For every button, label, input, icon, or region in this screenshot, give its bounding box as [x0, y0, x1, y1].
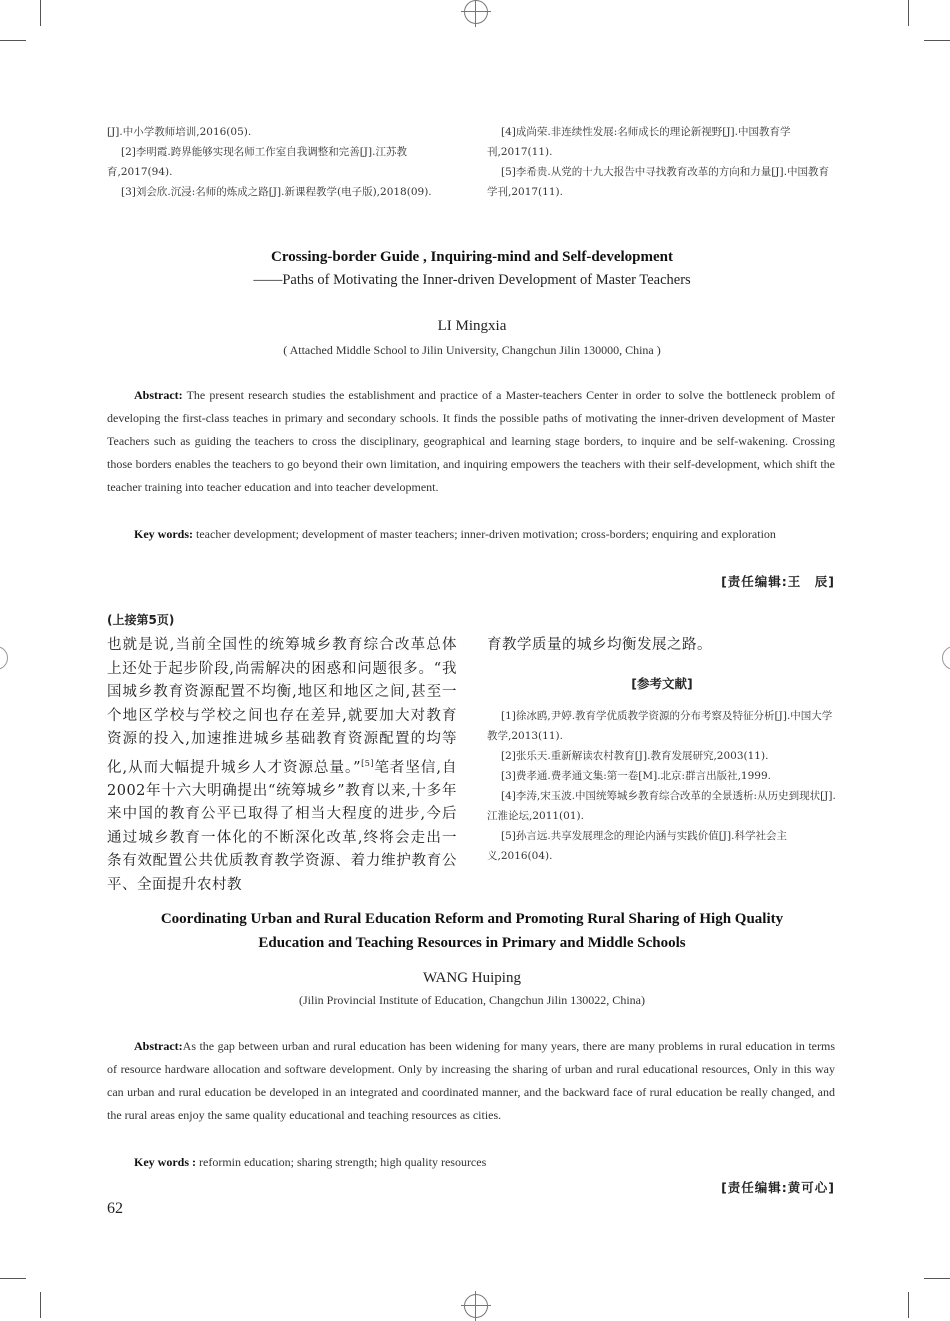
article1-abstract: [107, 384, 835, 499]
registration-mark-top: [464, 0, 488, 24]
reference-text: [1]徐冰鸥,尹婷.教育学优质教学资源的分布考察及特征分析[J].中国大学教学,2013(11).: [487, 710, 833, 742]
article1-author: LI Mingxia: [437, 318, 507, 334]
abstract-label: Abstract:: [134, 388, 183, 402]
crop-mark: [908, 1292, 909, 1318]
reference-item: [107, 182, 457, 202]
top-references-right: [487, 122, 837, 202]
references-heading: [参考文献]: [631, 676, 693, 691]
keywords-label: Key words :: [134, 1155, 196, 1169]
continuation-body-right: 育教学质量的城乡均衡发展之路。: [487, 637, 712, 653]
registration-mark-bottom: [464, 1294, 488, 1318]
keywords-label: Key words:: [134, 527, 193, 541]
abstract-label: Abstract:: [134, 1039, 183, 1053]
article2-author: WANG Huiping: [423, 970, 521, 986]
crop-mark: [0, 1278, 26, 1279]
reference-text: [2]李明霞.跨界能够实现名师工作室自我调整和完善[J].江苏教育,2017(94).: [107, 146, 407, 178]
top-references-left: [107, 122, 457, 202]
article2-title-line1: Coordinating Urban and Rural Education Reform and Promoting Rural Sharing of High Quality: [160, 911, 784, 927]
keywords-text: teacher development; development of master teachers; inner-driven motivation; cross-borders; enquiring and exploration: [196, 527, 776, 541]
reference-text: [2]张乐天.重新解读农村教育[J].教育发展研究,2003(11).: [501, 750, 769, 762]
reference-item: [487, 746, 837, 766]
article2-abstract: [107, 1035, 835, 1127]
body-text: 也就是说,当前全国性的统筹城乡教育综合改革总体上还处于起步阶段,尚需解决的困惑和问题很多。“我国城乡教育资源配置不均衡,地区和地区之间,甚至一个地区学校与学校之间也存在差异,就要加大对教育资源的投入,加速推进城乡基础教育资源配置的均等化,从而大幅提升城乡人才资源总量。”: [107, 637, 457, 776]
reference-item: [487, 706, 837, 746]
reference-item: [107, 142, 457, 182]
reference-text: [4]李涛,宋玉波.中国统筹城乡教育综合改革的全景透析:从历史到现状[J].江淮论坛,2011(01).: [487, 790, 836, 822]
body-text: 笔者坚信,自2002年十六大明确提出“统筹城乡”教育以来,十多年来中国的教育公平已取得了相当大程度的进步,今后通过城乡教育一体化的不断深化改革,终将会走出一条有效配置公共优质教育教学资源、着力维护教育公平、全面提升农村教: [107, 759, 458, 893]
reference-text: [5]孙言远.共享发展理念的理论内涵与实践价值[J].科学社会主义,2016(04).: [487, 830, 787, 862]
article1-affiliation: ( Attached Middle School to Jilin University, Changchun Jilin 130000, China ): [283, 343, 661, 357]
article1-editor: [责任编辑:王 辰]: [721, 574, 835, 589]
crop-mark: [924, 40, 950, 41]
article1-keywords: [107, 523, 835, 546]
reference-item: [487, 162, 837, 202]
continuation-body-left: [107, 634, 457, 897]
crop-mark: [40, 1292, 41, 1318]
article2-editor: [责任编辑:黄可心]: [721, 1180, 835, 1195]
article2-keywords: [107, 1151, 835, 1174]
continuation-label: (上接第5页): [107, 613, 175, 627]
reference-item: [J].中小学教师培训,2016(05).: [107, 126, 252, 138]
article1-subtitle: ——Paths of Motivating the Inner-driven Development of Master Teachers: [253, 272, 691, 288]
abstract-text: As the gap between urban and rural education has been widening for many years, there are many problems in rural education in terms of resource hardware allocation and software development. Only by increasing the sharing of urban and rural educational resources, Only in this way can urban and rural education be developed in an integrated and coordinated manner, and the backward face of rural education be really changed, and the rural areas enjoy the same quality educational and teaching resources as cities.: [107, 1039, 835, 1122]
article2-affiliation: (Jilin Provincial Institute of Education, Changchun Jilin 130022, China): [299, 993, 645, 1007]
abstract-text: The present research studies the establishment and practice of a Master-teachers Center in order to solve the bottleneck problem of developing the first-class teaches in primary and secondary schools. It finds the possible paths of motivating the inner-driven development of Master Teachers such as guiding the teachers to cross the disciplinary, geographical and learning stage borders, to inquire and be self-wakening. Crossing those borders enables the teachers to go beyond their own limitation, and inquiring empowers the teachers with their self-development, which shift the teacher training into teacher education and into teacher development.: [107, 388, 835, 494]
page-number: 62: [107, 1200, 123, 1217]
reference-text: [3]费孝通.费孝通文集:第一卷[M].北京:群言出版社,1999.: [501, 770, 771, 782]
reference-text: [3]刘会欣.沉浸:名师的炼成之路[J].新课程教学(电子版),2018(09).: [121, 186, 432, 198]
reference-text: [4]成尚荣.非连续性发展:名师成长的理论新视野[J].中国教育学刊,2017(11).: [487, 126, 791, 158]
crop-mark: [908, 0, 909, 26]
references-list: [487, 706, 837, 866]
crop-mark: [0, 40, 26, 41]
keywords-text: reformin education; sharing strength; high quality resources: [199, 1155, 487, 1169]
reference-item: [487, 122, 837, 162]
article1-title: Crossing-border Guide , Inquiring-mind and Self-development: [270, 249, 673, 265]
crop-mark: [924, 1278, 950, 1279]
reference-item: [487, 766, 837, 786]
registration-mark-left: [0, 646, 8, 670]
crop-mark: [40, 0, 41, 26]
registration-mark-right: [942, 646, 950, 670]
article2-title-line2: Education and Teaching Resources in Primary and Middle Schools: [258, 935, 686, 951]
reference-item: [487, 786, 837, 826]
reference-text: [5]李希贵.从党的十九大报告中寻找教育改革的方向和力量[J].中国教育学刊,2017(11).: [487, 166, 829, 198]
reference-item: [487, 826, 837, 866]
citation-superscript: [5]: [361, 758, 374, 768]
